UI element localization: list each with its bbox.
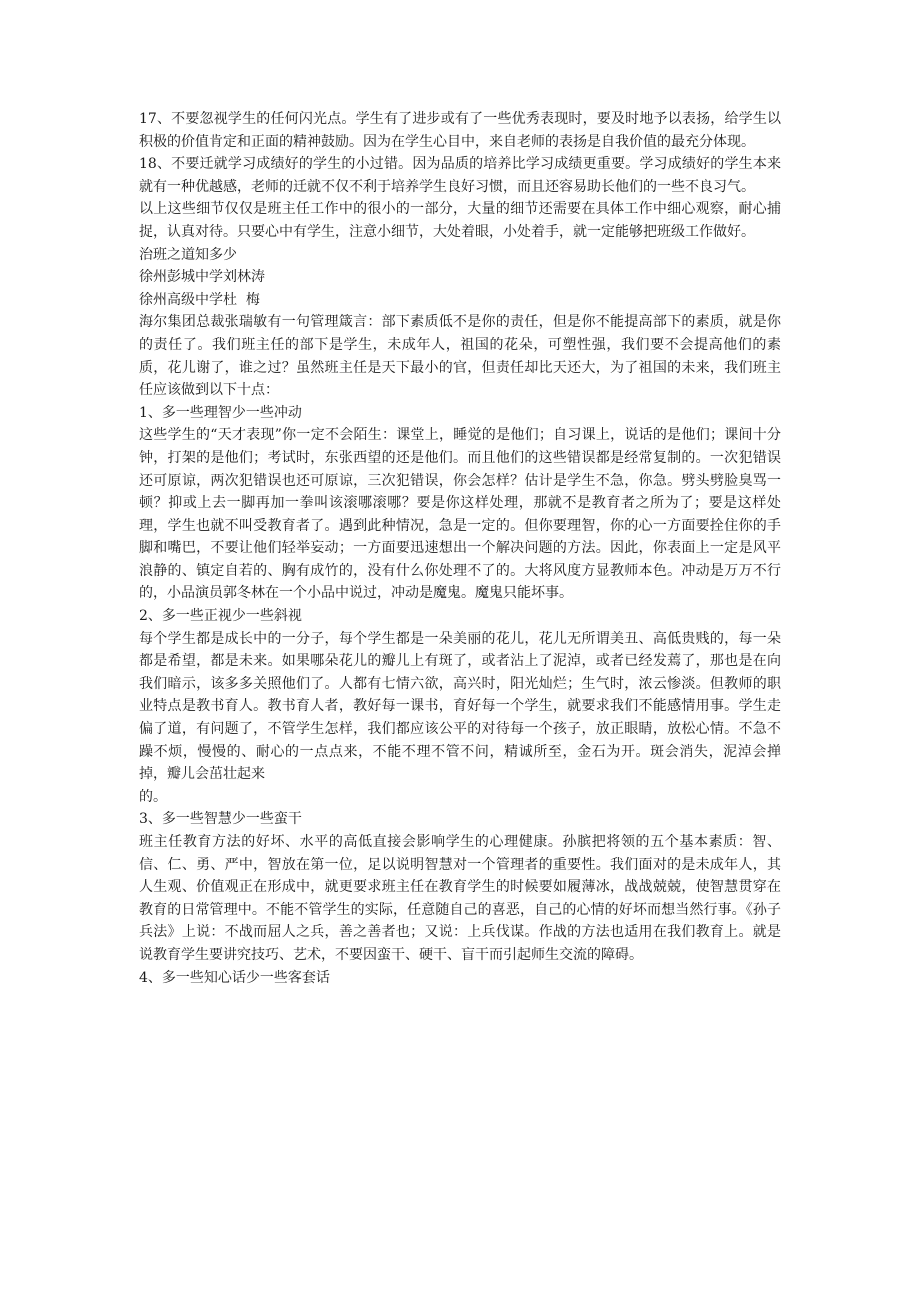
section-heading-4: 4、多一些知心话少一些客套话 xyxy=(139,969,330,986)
section-2-paragraph-end: 的。 xyxy=(139,788,167,805)
section-3-paragraph: 班主任教育方法的好坏、水平的高低直接会影响学生的心理健康。孙膑把将领的五个基本素质：智、信、仁、勇、严中，智放在第一位，足以说明智慧对一个管理者的重要性。我们面对的是未成年人，其人生观、价值观正在形成中，就更要求班主任在教育学生的时候要如履薄冰，战战兢兢，使智慧贯穿在教育的日常管理中。不能不管学生的实际，任意随自己的喜恶，自己的心情的好坏而想当然行事。《孙子兵法》上说：不战而屈人之兵，善之善者也；又说：上兵伐谋。作战的方法也适用在我们教育上。就是说教育学生要讲究技巧、艺术，不要因蛮干、硬干、盲干而引起师生交流的障碍。 xyxy=(139,834,781,963)
document-page xyxy=(139,108,781,989)
article-title: 治班之道知多少 xyxy=(139,246,237,263)
item-18-paragraph: 18、不要迁就学习成绩好的学生的小过错。因为品质的培养比学习成绩更重要。学习成绩好的学生本来就有一种优越感，老师的迁就不仅不利于培养学生良好习惯，而且还容易助长他们的一些不良习气。 xyxy=(139,156,781,195)
summary-paragraph: 以上这些细节仅仅是班主任工作中的很小的一部分，大量的细节还需要在具体工作中细心观察，耐心捕捉，认真对待。只要心中有学生，注意小细节，大处着眼，小处着手，就一定能够把班级工作做好。 xyxy=(139,201,781,240)
author-line-1: 徐州彭城中学刘林涛 xyxy=(139,269,265,286)
section-heading-1: 1、多一些理智少一些冲动 xyxy=(139,404,302,421)
item-17-paragraph: 17、不要忽视学生的任何闪光点。学生有了进步或有了一些优秀表现时，要及时地予以表扬，给学生以积极的价值肯定和正面的精神鼓励。因为在学生心目中，来自老师的表扬是自我价值的最充分体现。 xyxy=(139,111,781,150)
section-2-paragraph: 每个学生都是成长中的一分子，每个学生都是一朵美丽的花儿，花儿无所谓美丑、高低贵贱的，每一朵都是希望，都是未来。如果哪朵花儿的瓣儿上有斑了，或者沾上了泥淖，或者已经发蔫了，那也是在向我们暗示，该多多关照他们了。人都有七情六欲，高兴时，阳光灿烂；生气时，浓云惨淡。但教师的职业特点是教书育人。教书育人者，教好每一课书，育好每一个学生，就要求我们不能感情用事。学生走偏了道，有问题了，不管学生怎样，我们都应该公平的对待每一个孩子，放正眼睛，放松心情。不急不躁不烦，慢慢的、耐心的一点点来，不能不理不管不问，精诚所至，金石为开。斑会消失，泥淖会掸掉，瓣儿会茁壮起来 xyxy=(139,630,781,783)
section-heading-3: 3、多一些智慧少一些蛮干 xyxy=(139,811,302,828)
intro-paragraph: 海尔集团总裁张瑞敏有一句管理箴言：部下素质低不是你的责任，但是你不能提高部下的素质，就是你的责任了。我们班主任的部下是学生，未成年人，祖国的花朵，可塑性强，我们要不会提高他们的素质，花儿谢了，谁之过？虽然班主任是天下最小的官，但责任却比天还大，为了祖国的未来，我们班主任应该做到以下十点： xyxy=(139,314,781,399)
section-1-paragraph: 这些学生的“天才表现”你一定不会陌生：课堂上，睡觉的是他们；自习课上，说话的是他们；课间十分钟，打架的是他们；考试时，东张西望的还是他们。而且他们的这些错误都是经常复制的。一次犯错误还可原谅，两次犯错误也还可原谅，三次犯错误，你会怎样？估计是学生不急，你急。劈头劈脸臭骂一顿？抑或上去一脚再加一拳叫该滚哪滚哪？要是你这样处理，那就不是教育者之所为了；要是这样处理，学生也就不叫受教育者了。遇到此种情况，急是一定的。但你要理智，你的心一方面要拴住你的手脚和嘴巴，不要让他们轻举妄动；一方面要迅速想出一个解决问题的方法。因此，你表面上一定是风平浪静的、镇定自若的、胸有成竹的，没有什么你处理不了的。大将风度方显教师本色。冲动是万万不行的，小品演员郭冬林在一个小品中说过，冲动是魔鬼。魔鬼只能坏事。 xyxy=(139,427,781,602)
section-heading-2: 2、多一些正视少一些斜视 xyxy=(139,608,302,625)
author-line-2: 徐州高级中学杜 梅 xyxy=(139,291,260,308)
